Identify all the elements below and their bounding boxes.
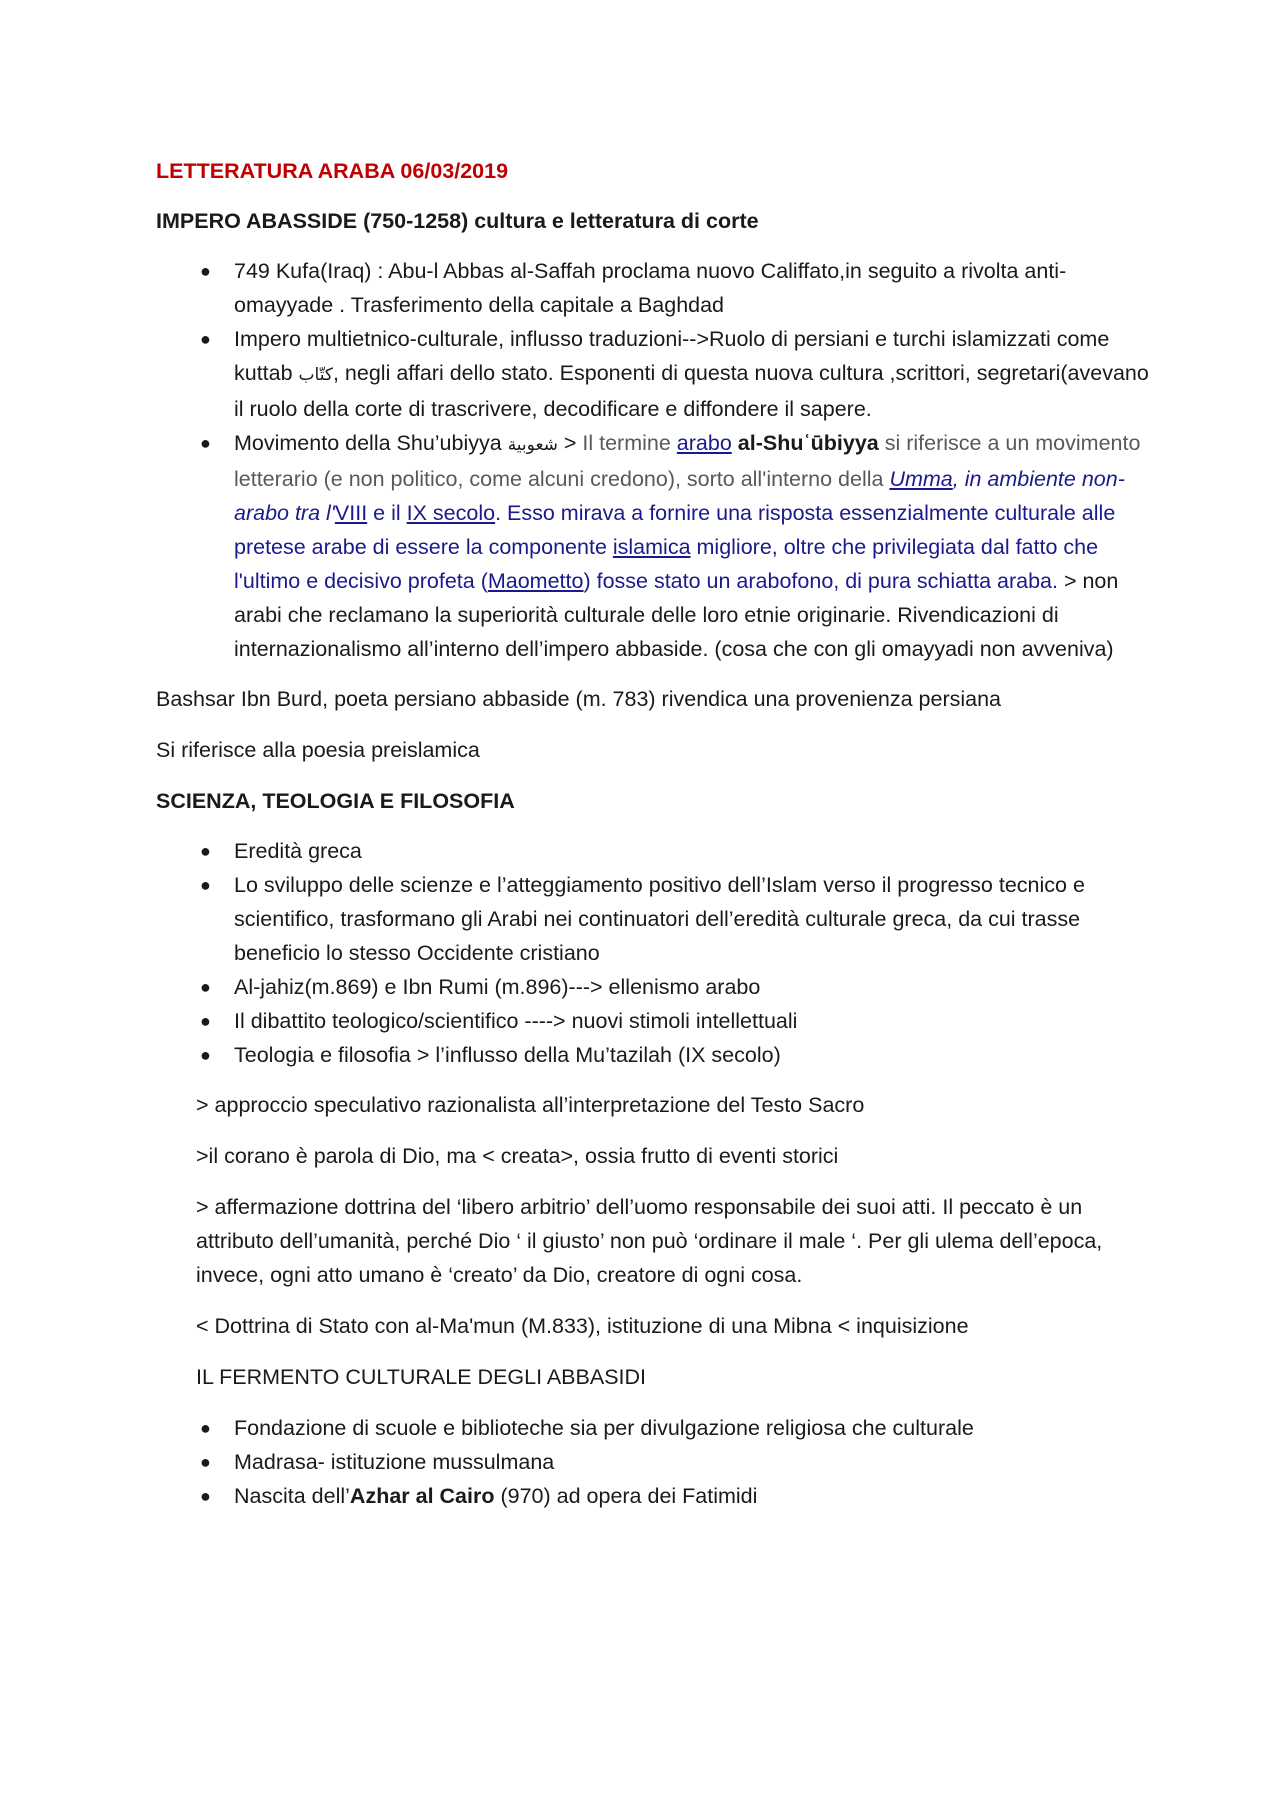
list-item-text: Lo sviluppo delle scienze e l’atteggiamento positivo dell’Islam verso il progresso tecnico e scientifico, trasformano gli Arabi nei continuatori dell’eredità culturale greca, da cui trasse beneficio lo stesso Occidente cristiano [234,873,1085,965]
list-item-text: Movimento della Shu’ubiyya [234,431,508,455]
bullet-icon: ● [200,875,211,895]
list-item-text: Impero multietnico-culturale, influsso traduzioni-->Ruolo di persiani e turchi islamizzati come kuttab [234,327,1110,385]
list-item-text: Nascita dell’ [234,1484,350,1508]
bullet-list-fermento [156,1411,1156,1513]
paragraph-poesia: Si riferisce alla poesia preislamica [156,738,480,762]
list-item-text: Teologia e filosofia > l’influsso della Mu’tazilah (IX secolo) [234,1043,781,1067]
bold-term-shuubiyya: al-Shuʿūbiyya [737,431,879,455]
bullet-icon: ● [200,261,211,281]
arabic-word-shuubiyya: شعوبية [507,435,558,455]
list-item-text: 749 Kufa(Iraq) : Abu-l Abbas al-Saffah proclama nuovo Califfato,in seguito a rivolta anti-omayyade . Trasferimento della capitale a Baghdad [234,259,1067,317]
indented-paragraph: < Dottrina di Stato con al-Ma'mun (M.833), istituzione di una Mibna < inquisizione [196,1314,969,1338]
list-item-text: Il dibattito teologico/scientifico ----> nuovi stimoli intellettuali [234,1009,798,1033]
link-islamica[interactable]: islamica [612,535,691,559]
quote-text: . Esso mirava a fornire una risposta essenzialmente culturale alle pretese arabe di essere la componente [234,501,1116,559]
quote-text: si riferisce a un movimento letterario (e non politico, come alcuni credono), sorto all'interno della [234,431,1141,491]
bullet-icon: ● [200,433,211,453]
section-heading-scienza: SCIENZA, TEOLOGIA E FILOSOFIA [156,789,515,813]
list-item-text: , negli affari dello stato. Esponenti di questa nuova cultura ,scrittori, segretari(avevano il ruolo della corte di trascrivere, decodificare e diffondere il sapere. [234,361,1149,421]
list-item [156,1479,1156,1513]
document-body [156,154,1156,1529]
list-item-text: Fondazione di scuole e biblioteche sia per divulgazione religiosa che culturale [234,1416,974,1440]
list-item [156,322,1156,426]
arabic-word-kuttab: كتّاب [298,365,333,385]
bullet-icon: ● [200,841,211,861]
list-item-text: Al-jahiz(m.869) e Ibn Rumi (m.896)---> ellenismo arabo [234,975,761,999]
list-item-text: (970) ad opera dei Fatimidi [494,1484,758,1508]
link-umma[interactable]: Umma [889,467,953,491]
list-item [156,834,1156,868]
link-maometto[interactable]: Maometto [487,569,584,593]
indented-paragraph: > approccio speculativo razionalista all’interpretazione del Testo Sacro [196,1093,865,1117]
bullet-icon: ● [200,977,211,997]
document-title: LETTERATURA ARABA 06/03/2019 [156,159,509,183]
bold-term-azhar: Azhar al Cairo [349,1484,495,1508]
quote-text: ) fosse stato un arabofono, di pura schiatta araba. [583,569,1058,593]
list-item-text: > non arabi che reclamano la superiorità culturale delle loro etnie originarie. Rivendicazioni di internazionalismo all’interno dell’impero abbaside. (cosa che con gli omayyadi non avveniva) [234,569,1119,661]
bullet-icon: ● [200,1486,211,1506]
list-item [156,1038,1156,1072]
list-item-text: Eredità greca [234,839,362,863]
bullet-icon: ● [200,1011,211,1031]
list-item [156,1004,1156,1038]
quote-text: migliore, oltre che privilegiata dal fatto che l'ultimo e decisivo profeta ( [234,535,1099,593]
link-viii[interactable]: VIII [334,501,368,525]
bullet-icon: ● [200,1045,211,1065]
indented-paragraph: >il corano è parola di Dio, ma < creata>, ossia frutto di eventi storici [196,1144,839,1168]
list-item [156,868,1156,970]
quote-text: Il termine [582,431,677,455]
section-heading-impero: IMPERO ABASSIDE (750-1258) cultura e letteratura di corte [156,209,759,233]
indented-paragraph: > affermazione dottrina del ‘libero arbitrio’ dell’uomo responsabile dei suoi atti. Il peccato è un attributo dell’umanità, perché Dio ‘ il giusto’ non può ‘ordinare il male ‘. Per gli ulema dell’epoca, invece, ogni atto umano è ‘creato’ da Dio, creatore di ogni cosa. [196,1195,1103,1287]
bullet-list-impero [156,254,1156,666]
section-heading-fermento: IL FERMENTO CULTURALE DEGLI ABBASIDI [196,1365,647,1389]
list-item [156,1411,1156,1445]
list-item-text: > [557,431,583,455]
bullet-list-scienza [156,834,1156,1072]
paragraph-bashsar: Bashsar Ibn Burd, poeta persiano abbaside (m. 783) rivendica una provenienza persiana [156,687,1001,711]
list-item [156,254,1156,322]
quote-text: , in ambiente non-arabo tra l' [234,467,1125,525]
list-item [156,426,1156,666]
bullet-icon: ● [200,1418,211,1438]
quote-text: e il [367,501,407,525]
link-arabo[interactable]: arabo [676,431,732,455]
list-item-text: Madrasa- istituzione mussulmana [234,1450,555,1474]
link-ix-secolo[interactable]: IX secolo [406,501,496,525]
bullet-icon: ● [200,329,211,349]
list-item [156,1445,1156,1479]
list-item [156,970,1156,1004]
bullet-icon: ● [200,1452,211,1472]
